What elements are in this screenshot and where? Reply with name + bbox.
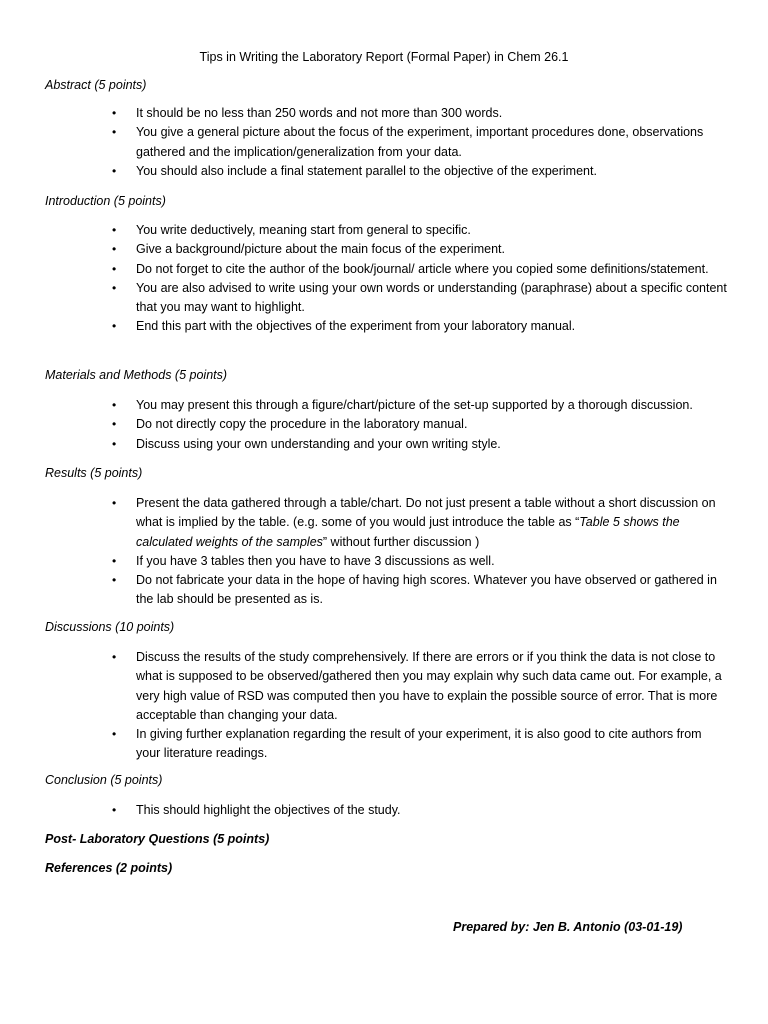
- list-introduction: [108, 221, 728, 337]
- results-bullet-quote: Table 5 shows the calculated weights of the samples: [136, 515, 680, 549]
- prepared-by-signature: Prepared by: Jen B. Antonio (03-01-19): [453, 920, 683, 934]
- heading-references: References (2 points): [45, 861, 173, 875]
- document-title: Tips in Writing the Laboratory Report (Formal Paper) in Chem 26.1: [199, 50, 569, 64]
- list-abstract: [108, 104, 728, 181]
- list-results: [108, 494, 728, 610]
- list-conclusion: [108, 801, 728, 820]
- heading-post-lab-questions: Post- Laboratory Questions (5 points): [45, 832, 270, 846]
- list-item: • It should be no less than 250 words and not more than 300 words.: [108, 104, 728, 123]
- list-item: • This should highlight the objectives of the study.: [108, 801, 728, 820]
- list-item: [108, 494, 728, 552]
- list-item: • You may present this through a figure/chart/picture of the set-up supported by a thorough discussion.: [108, 396, 728, 415]
- list-item: • Discuss the results of the study comprehensively. If there are errors or if you think the data is not close to what is supposed to be observed/gathered then you may explain why such data came out. For example, a very high value of RSD was computed then you have to explain the possible source of error. That is more acceptable than changing your data.: [108, 648, 728, 725]
- list-item: • You give a general picture about the focus of the experiment, important procedures done, observations gathered and the implication/generalization from your data.: [108, 123, 728, 162]
- results-bullet-tail: ” without further discussion ): [322, 534, 480, 549]
- list-item: • If you have 3 tables then you have to have 3 discussions as well.: [108, 552, 728, 571]
- heading-conclusion: Conclusion (5 points): [45, 773, 163, 787]
- list-discussions: [108, 648, 728, 764]
- heading-introduction: Introduction (5 points): [45, 194, 166, 208]
- results-bullet-text: Present the data gathered through a table/chart. Do not just present a table without a short discussion on what is implied by the table. (e.g. some of you would just introduce the table as “: [136, 496, 716, 530]
- heading-discussions: Discussions (10 points): [45, 620, 175, 634]
- list-item: • Give a background/picture about the main focus of the experiment.: [108, 240, 728, 259]
- list-item: • Do not directly copy the procedure in the laboratory manual.: [108, 415, 728, 434]
- list-item: • End this part with the objectives of the experiment from your laboratory manual.: [108, 317, 728, 336]
- heading-materials-methods: Materials and Methods (5 points): [45, 368, 228, 382]
- list-item: • Discuss using your own understanding and your own writing style.: [108, 435, 728, 454]
- list-item: • In giving further explanation regarding the result of your experiment, it is also good to cite authors from your literature readings.: [108, 725, 728, 764]
- list-item: • Do not fabricate your data in the hope of having high scores. Whatever you have observed or gathered in the lab should be presented as is.: [108, 571, 728, 610]
- list-item: • Do not forget to cite the author of the book/journal/ article where you copied some definitions/statement.: [108, 260, 728, 279]
- list-item: • You are also advised to write using your own words or understanding (paraphrase) about a specific content that you may want to highlight.: [108, 279, 728, 318]
- list-item: • You should also include a final statement parallel to the objective of the experiment.: [108, 162, 728, 181]
- heading-results: Results (5 points): [45, 466, 143, 480]
- list-item: • You write deductively, meaning start from general to specific.: [108, 221, 728, 240]
- heading-abstract: Abstract (5 points): [45, 78, 147, 92]
- list-materials-methods: [108, 396, 728, 454]
